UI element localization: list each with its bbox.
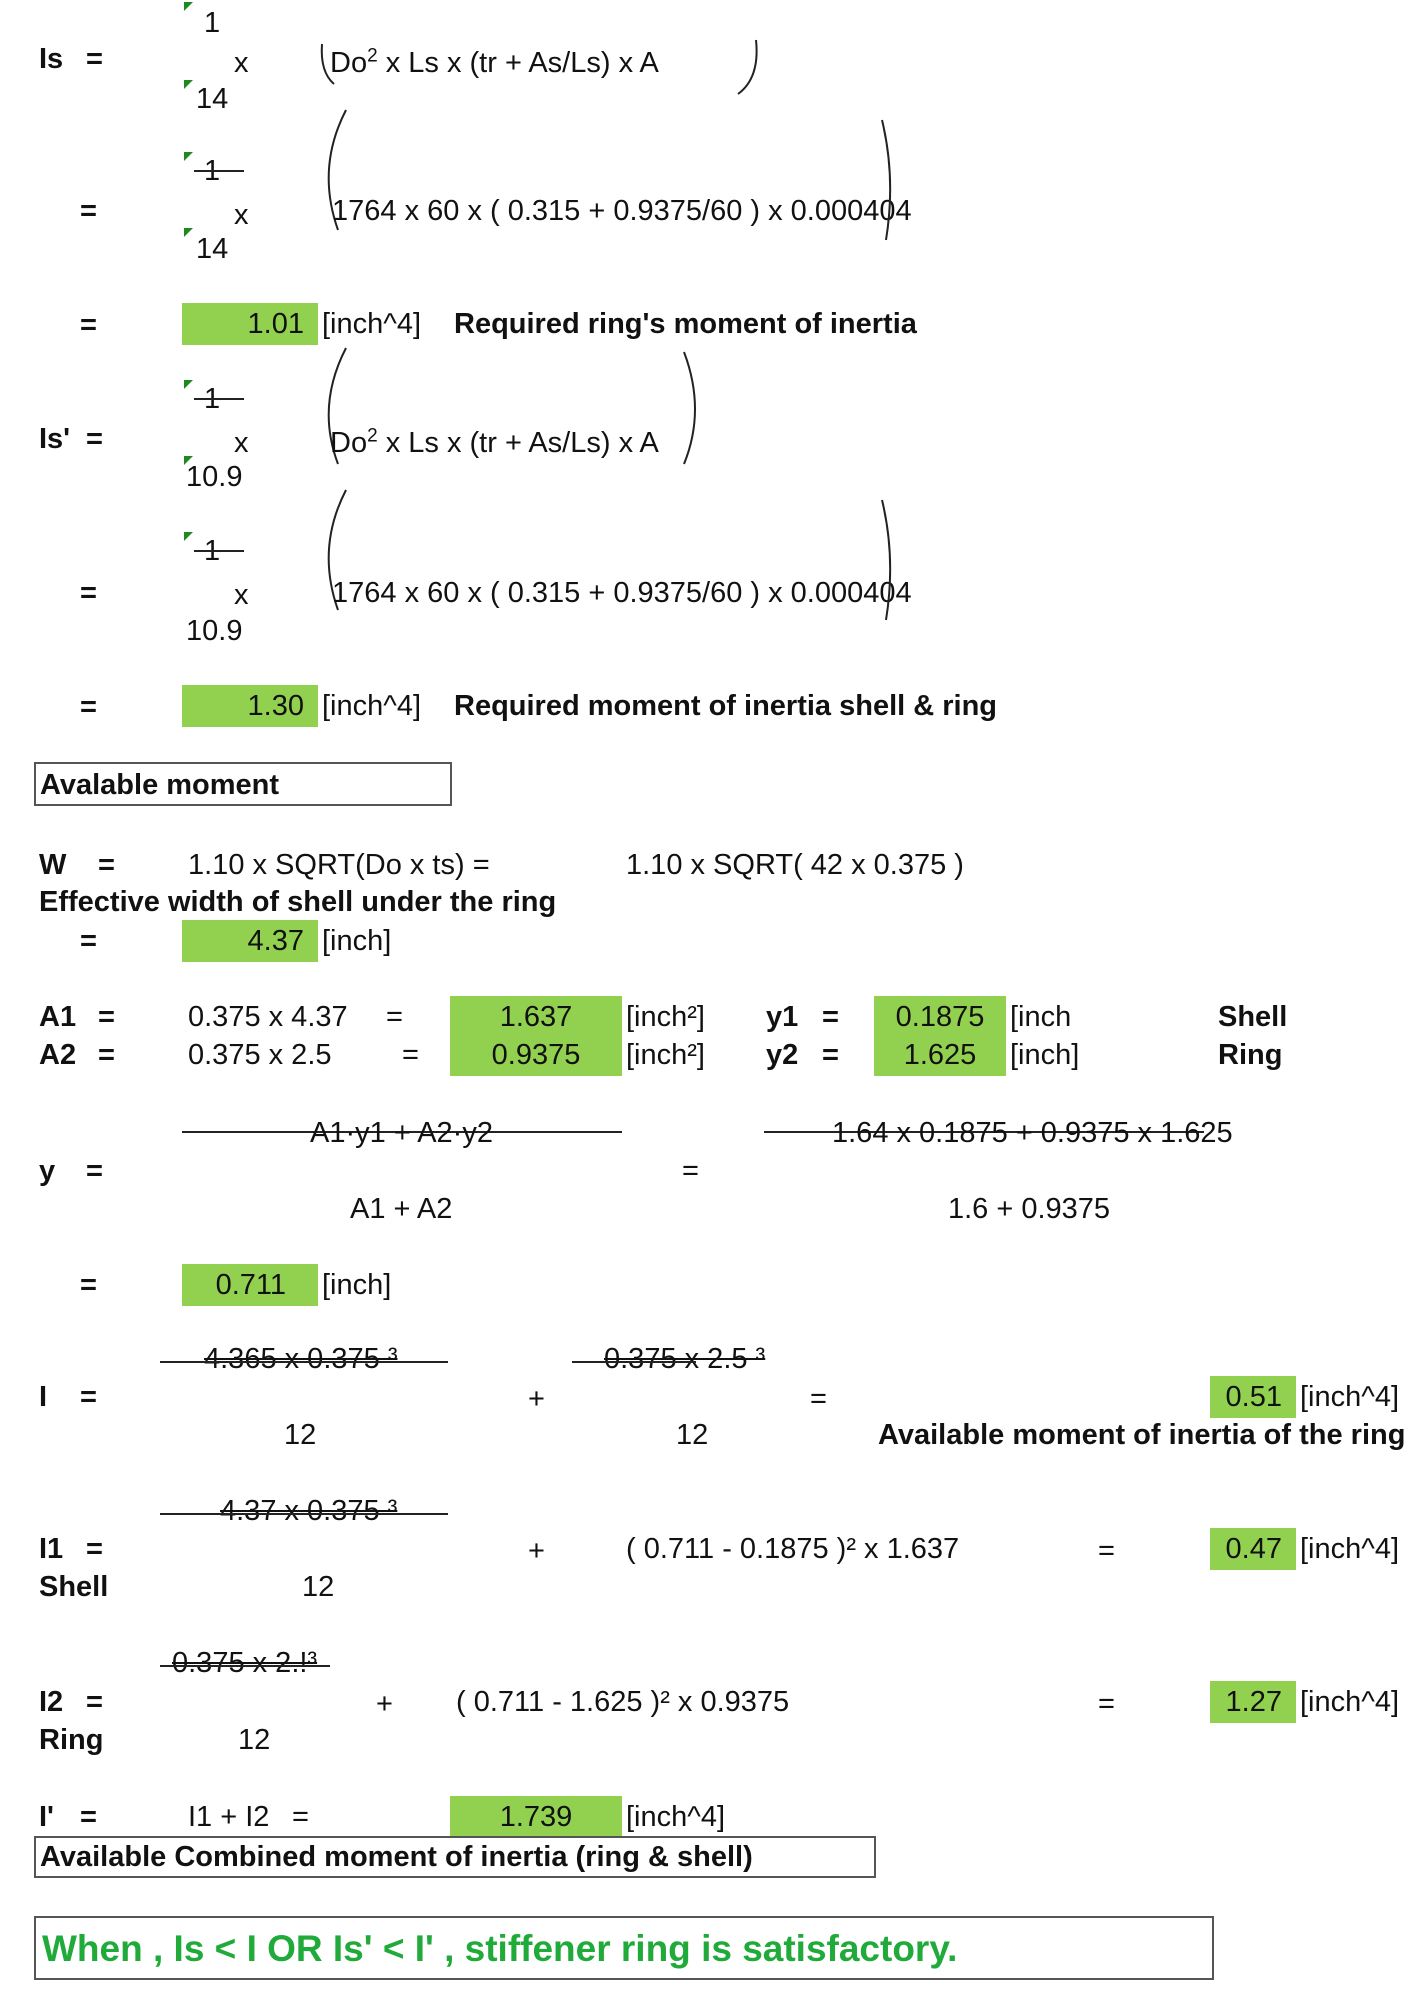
y-den: A1 + A2 xyxy=(350,1193,453,1225)
y1-unit: [inch xyxy=(1010,1001,1072,1033)
conclusion-text: When , Is < I OR Is' < I' , stiffener ring is satisfactory. xyxy=(42,1928,958,1969)
w-formula: 1.10 x SQRT(Do x ts) = xyxy=(188,849,490,881)
is-result-eq-sign: = xyxy=(80,309,97,341)
a2-formula: 0.375 x 2.5 xyxy=(188,1039,332,1071)
is-num-times: x xyxy=(234,199,249,231)
is-num-eq-sign: = xyxy=(80,195,97,227)
y1-value: 0.1875 xyxy=(874,996,1006,1038)
w-desc: Effective width of shell under the ring xyxy=(39,886,557,918)
y-num-numeric: 1.64 x 0.1875 + 0.9375 x 1.625 xyxy=(832,1117,1233,1149)
a2-eq-sign-2: = xyxy=(402,1039,419,1071)
right-paren xyxy=(878,498,902,622)
a1-formula: 0.375 x 4.37 xyxy=(188,1001,348,1033)
isp-num-frac-den: 10.9 xyxy=(186,615,243,647)
is-formula: Do$^2$ x Ls x (tr + As/Ls) x A xyxy=(330,45,659,79)
cell-marker xyxy=(184,380,193,389)
i1-result-unit: [inch^4] xyxy=(1300,1533,1400,1565)
i1-term: ( 0.711 - 0.1875 )² x 1.637 xyxy=(626,1533,960,1565)
y-result-value: 0.711 xyxy=(182,1264,318,1306)
cell-marker xyxy=(184,80,193,89)
y-den-numeric: 1.6 + 0.9375 xyxy=(948,1193,1111,1225)
a1-value: 1.637 xyxy=(450,996,622,1038)
is-times: x xyxy=(234,47,249,79)
w-eq-sign: = xyxy=(98,849,115,881)
frac-bar xyxy=(194,550,244,552)
isp-label: Is' xyxy=(39,423,71,455)
i2-den: 12 xyxy=(238,1724,271,1756)
i2-sub: Ring xyxy=(39,1724,104,1756)
frac-bar xyxy=(572,1361,696,1363)
y2-unit: [inch] xyxy=(1010,1039,1080,1071)
frac-bar xyxy=(160,1361,448,1363)
right-paren xyxy=(736,38,766,98)
i1-num: 4.37 x 0.375 ³ xyxy=(220,1495,398,1527)
iprime-formula: I1 + I2 xyxy=(188,1801,270,1833)
a2-label: A2 xyxy=(39,1039,77,1071)
y1-eq-sign: = xyxy=(822,1001,839,1033)
a2-unit: [inch²] xyxy=(626,1039,705,1071)
a1-eq-sign: = xyxy=(98,1001,115,1033)
shell-label: Shell xyxy=(1218,1001,1288,1033)
i2-label: I2 xyxy=(39,1686,64,1718)
frac-bar xyxy=(194,398,244,400)
i1-label: I1 xyxy=(39,1533,64,1565)
iprime-desc: Available Combined moment of inertia (ring & shell) xyxy=(40,1841,753,1873)
a2-eq-sign: = xyxy=(98,1039,115,1071)
i1-result-value: 0.47 xyxy=(1210,1528,1296,1570)
cell-marker xyxy=(184,532,193,541)
isp-num-frac-num: 1 xyxy=(204,535,221,567)
w-result-value: 4.37 xyxy=(182,920,318,962)
iprime-result-unit: [inch^4] xyxy=(626,1801,726,1833)
i2-plus: + xyxy=(376,1688,393,1720)
isp-num-eq-sign: = xyxy=(80,577,97,609)
cell-marker xyxy=(184,2,193,11)
right-paren xyxy=(878,118,902,242)
i-result-unit: [inch^4] xyxy=(1300,1381,1400,1413)
i-plus: + xyxy=(528,1383,545,1415)
frac-bar xyxy=(194,170,244,172)
frac-bar xyxy=(160,1513,448,1515)
y2-value: 1.625 xyxy=(874,1034,1006,1076)
available-heading: Avalable moment xyxy=(40,769,280,801)
i-den1: 12 xyxy=(284,1419,317,1451)
i-num2: 0.375 x 2.5 ³ xyxy=(604,1343,766,1375)
cell-marker xyxy=(184,228,193,237)
isp-result-value: 1.30 xyxy=(182,685,318,727)
y2-label: y2 xyxy=(766,1039,799,1071)
i2-term: ( 0.711 - 1.625 )² x 0.9375 xyxy=(456,1686,790,1718)
iprime-result-value: 1.739 xyxy=(450,1796,622,1838)
i-label: I xyxy=(39,1381,48,1413)
y1-label: y1 xyxy=(766,1001,799,1033)
frac-bar xyxy=(160,1665,330,1667)
isp-formula: Do$^2$ x Ls x (tr + As/Ls) x A xyxy=(330,425,659,459)
y-eq-sign: = xyxy=(86,1155,103,1187)
i1-den: 12 xyxy=(302,1571,335,1603)
cell-marker xyxy=(184,152,193,161)
isp-result-eq-sign: = xyxy=(80,691,97,723)
y-num: A1·y1 + A2·y2 xyxy=(310,1117,493,1149)
isp-result-unit: [inch^4] xyxy=(322,690,422,722)
isp-result-desc: Required moment of inertia shell & ring xyxy=(454,690,998,722)
i2-result-value: 1.27 xyxy=(1210,1681,1296,1723)
i1-plus: + xyxy=(528,1535,545,1567)
w-numeric: 1.10 x SQRT( 42 x 0.375 ) xyxy=(626,849,964,881)
ring-label: Ring xyxy=(1218,1039,1283,1071)
is-label: Is xyxy=(39,43,64,75)
isp-frac-num: 1 xyxy=(204,383,221,415)
a1-eq-sign-2: = xyxy=(386,1001,403,1033)
isp-times: x xyxy=(234,427,249,459)
a2-value: 0.9375 xyxy=(450,1034,622,1076)
is-num-formula: 1764 x 60 x ( 0.315 + 0.9375/60 ) x 0.000404 xyxy=(332,195,912,227)
i2-result-unit: [inch^4] xyxy=(1300,1686,1400,1718)
is-num-frac-num: 1 xyxy=(204,155,221,187)
y-eq-sign-2: = xyxy=(682,1155,699,1187)
y-result-unit: [inch] xyxy=(322,1269,392,1301)
is-eq-sign: = xyxy=(86,43,103,75)
iprime-eq-sign: = xyxy=(80,1801,97,1833)
i1-eq-sign: = xyxy=(86,1533,103,1565)
isp-num-formula: 1764 x 60 x ( 0.315 + 0.9375/60 ) x 0.000404 xyxy=(332,577,912,609)
i-num1: 4.365 x 0.375 ³ xyxy=(204,1343,398,1375)
right-paren xyxy=(680,350,710,466)
w-label: W xyxy=(39,849,67,881)
i-den2: 12 xyxy=(676,1419,709,1451)
a1-unit: [inch²] xyxy=(626,1001,705,1033)
isp-num-times: x xyxy=(234,579,249,611)
is-result-unit: [inch^4] xyxy=(322,308,422,340)
is-frac-num: 1 xyxy=(204,7,221,39)
i2-eq-sign: = xyxy=(86,1686,103,1718)
is-num-frac-den: 14 xyxy=(196,233,229,265)
i-eq-sign-2: = xyxy=(810,1383,827,1415)
i1-sub: Shell xyxy=(39,1571,109,1603)
i-desc: Available moment of inertia of the ring xyxy=(878,1419,1406,1451)
i1-eq-sign-2: = xyxy=(1098,1535,1115,1567)
w-result-unit: [inch] xyxy=(322,925,392,957)
i-eq-sign: = xyxy=(80,1381,97,1413)
y2-eq-sign: = xyxy=(822,1039,839,1071)
y-result-eq-sign: = xyxy=(80,1269,97,1301)
is-frac-den: 14 xyxy=(196,83,229,115)
i2-num: 0.375 x 2.!³ xyxy=(172,1647,318,1679)
i2-eq-sign-2: = xyxy=(1098,1688,1115,1720)
is-result-value: 1.01 xyxy=(182,303,318,345)
a1-label: A1 xyxy=(39,1001,77,1033)
y-label: y xyxy=(39,1155,56,1187)
iprime-label: I' xyxy=(39,1801,54,1833)
iprime-eq-sign-2: = xyxy=(292,1801,309,1833)
is-result-desc: Required ring's moment of inertia xyxy=(454,308,917,340)
w-result-eq-sign: = xyxy=(80,925,97,957)
isp-frac-den: 10.9 xyxy=(186,461,243,493)
i-result-value: 0.51 xyxy=(1210,1376,1296,1418)
isp-eq-sign: = xyxy=(86,423,103,455)
